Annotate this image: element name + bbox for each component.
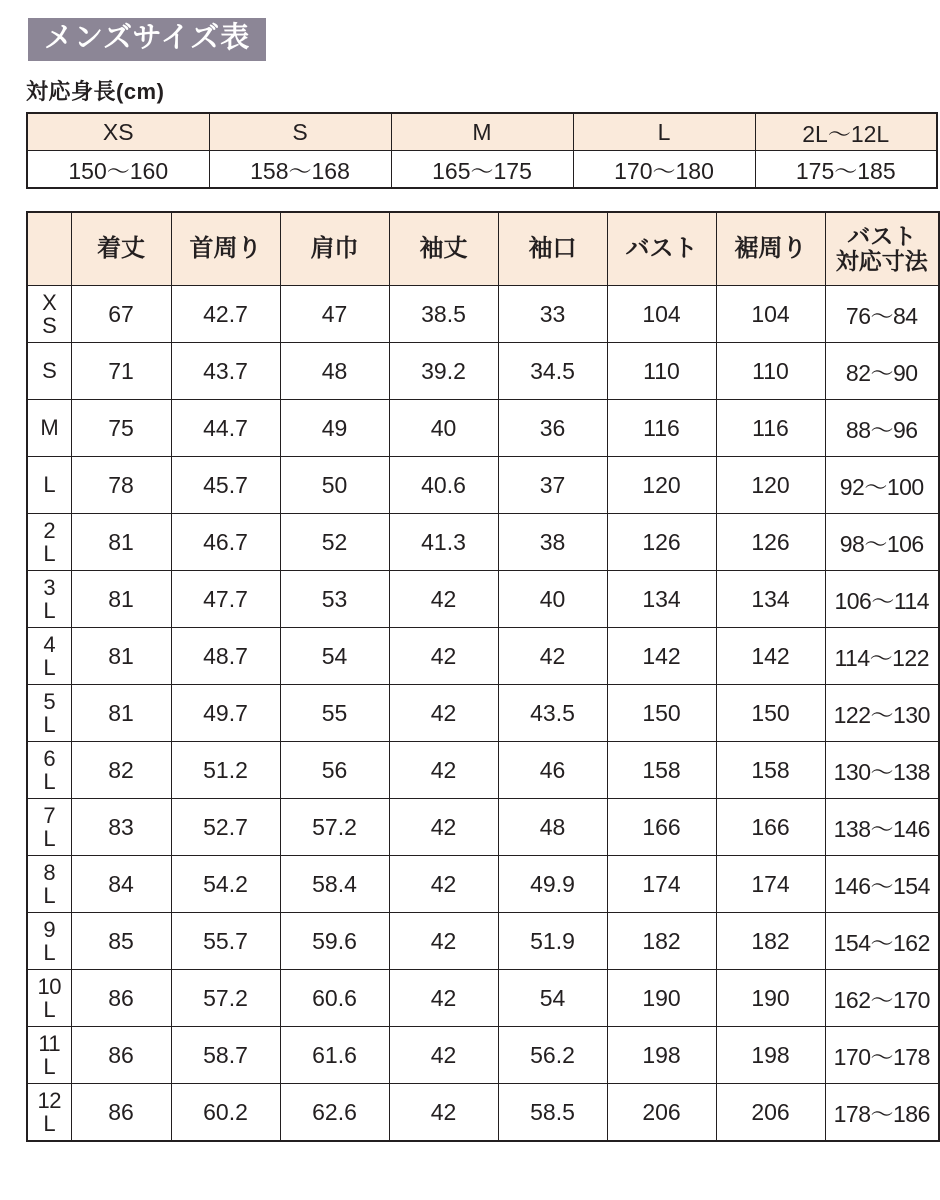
cell-bust-range: 82〜90 [825,343,939,400]
row-size-label [27,514,71,571]
row-size-label-line2: L [43,883,56,908]
cell-measurement: 57.2 [280,799,389,856]
cell-measurement: 134 [716,571,825,628]
row-size-label-line1: 2 [43,517,56,543]
cell-measurement: 42 [389,856,498,913]
cell-measurement: 174 [607,856,716,913]
measurement-table-head [27,212,939,286]
cell-measurement: 42 [389,970,498,1027]
cell-measurement: 42 [389,1027,498,1084]
cell-measurement: 190 [716,970,825,1027]
cell-measurement: 42.7 [171,286,280,343]
cell-measurement: 86 [71,970,171,1027]
column-header-sodeguchi: 袖口 [498,212,607,286]
row-size-label-line1: 7 [43,802,56,828]
row-size-label: S [27,343,71,400]
column-header-susomawari: 裾周り [716,212,825,286]
cell-measurement: 206 [716,1084,825,1142]
cell-measurement: 60.6 [280,970,389,1027]
cell-measurement: 51.2 [171,742,280,799]
table-row [27,742,939,799]
cell-measurement: 33 [498,286,607,343]
cell-measurement: 116 [716,400,825,457]
cell-measurement: 67 [71,286,171,343]
cell-measurement: 43.7 [171,343,280,400]
column-header-kubimawari: 首周り [171,212,280,286]
height-range-cell: 150〜160 [27,151,209,189]
cell-measurement: 57.2 [171,970,280,1027]
cell-measurement: 174 [716,856,825,913]
row-size-label [27,1084,71,1142]
cell-measurement: 54 [498,970,607,1027]
cell-measurement: 56 [280,742,389,799]
cell-measurement: 34.5 [498,343,607,400]
cell-measurement: 46.7 [171,514,280,571]
cell-bust-range: 146〜154 [825,856,939,913]
table-row [27,1084,939,1142]
cell-measurement: 82 [71,742,171,799]
cell-measurement: 75 [71,400,171,457]
cell-measurement: 48.7 [171,628,280,685]
cell-bust-range: 154〜162 [825,913,939,970]
height-size-cell: XS [27,113,209,151]
table-row [27,343,939,400]
cell-measurement: 150 [716,685,825,742]
cell-measurement: 84 [71,856,171,913]
cell-measurement: 58.7 [171,1027,280,1084]
table-row [27,286,939,343]
cell-measurement: 198 [607,1027,716,1084]
cell-bust-range: 98〜106 [825,514,939,571]
height-table-body [27,113,937,188]
measurement-header-row [27,212,939,286]
cell-measurement: 142 [716,628,825,685]
cell-measurement: 47 [280,286,389,343]
cell-measurement: 78 [71,457,171,514]
cell-measurement: 40 [389,400,498,457]
cell-measurement: 142 [607,628,716,685]
cell-bust-range: 92〜100 [825,457,939,514]
cell-measurement: 48 [498,799,607,856]
height-size-cell: L [573,113,755,151]
column-header-bust-taiou [825,212,939,286]
cell-measurement: 166 [607,799,716,856]
bust-header-line1: バスト [847,223,917,250]
cell-bust-range: 106〜114 [825,571,939,628]
height-size-cell: 2L〜12L [755,113,937,151]
cell-measurement: 36 [498,400,607,457]
row-size-label-line1: 10 [37,973,61,999]
height-range-cell: 165〜175 [391,151,573,189]
cell-measurement: 110 [607,343,716,400]
row-size-label: L [27,457,71,514]
measurement-table [26,211,940,1142]
cell-measurement: 86 [71,1027,171,1084]
row-size-label-line2: L [43,598,56,623]
cell-bust-range: 76〜84 [825,286,939,343]
cell-measurement: 43.5 [498,685,607,742]
row-size-label-line2: L [43,826,56,851]
row-size-label-line1: 5 [43,688,56,714]
cell-measurement: 37 [498,457,607,514]
column-header-kitake: 着丈 [71,212,171,286]
cell-measurement: 126 [716,514,825,571]
cell-measurement: 134 [607,571,716,628]
cell-measurement: 166 [716,799,825,856]
height-section-label: 対応身長(cm) [26,79,165,104]
cell-measurement: 42 [389,571,498,628]
cell-measurement: 40 [498,571,607,628]
cell-measurement: 41.3 [389,514,498,571]
cell-measurement: 53 [280,571,389,628]
cell-measurement: 38 [498,514,607,571]
cell-measurement: 42 [389,628,498,685]
cell-measurement: 62.6 [280,1084,389,1142]
column-header-bust: バスト [607,212,716,286]
cell-measurement: 42 [389,742,498,799]
cell-measurement: 120 [607,457,716,514]
height-range-cell: 175〜185 [755,151,937,189]
bust-header-line2: 対応寸法 [835,248,928,274]
cell-measurement: 40.6 [389,457,498,514]
cell-bust-range: 88〜96 [825,400,939,457]
column-header-katahaba: 肩巾 [280,212,389,286]
cell-measurement: 126 [607,514,716,571]
row-size-label-line2: L [43,1111,56,1136]
height-table-header-row [27,113,937,151]
cell-measurement: 44.7 [171,400,280,457]
table-row [27,571,939,628]
row-size-label: M [27,400,71,457]
row-size-label-line1: 4 [43,631,56,657]
row-size-label [27,742,71,799]
cell-measurement: 49.9 [498,856,607,913]
table-row [27,1027,939,1084]
row-size-label-line1: 3 [43,574,56,600]
row-size-label [27,1027,71,1084]
column-header-sodetake: 袖丈 [389,212,498,286]
cell-measurement: 59.6 [280,913,389,970]
height-range-cell: 170〜180 [573,151,755,189]
row-size-label [27,913,71,970]
cell-measurement: 182 [607,913,716,970]
cell-measurement: 50 [280,457,389,514]
row-size-label-line2: L [43,541,56,566]
cell-bust-range: 178〜186 [825,1084,939,1142]
cell-measurement: 55 [280,685,389,742]
cell-measurement: 110 [716,343,825,400]
row-size-label-line2: L [43,997,56,1022]
row-size-label-line2: L [43,712,56,737]
row-size-label [27,799,71,856]
cell-measurement: 158 [607,742,716,799]
table-row [27,856,939,913]
cell-measurement: 116 [607,400,716,457]
cell-bust-range: 170〜178 [825,1027,939,1084]
row-size-label [27,628,71,685]
page-title: メンズサイズ表 [28,18,266,61]
cell-measurement: 83 [71,799,171,856]
row-size-label-line2: L [43,769,56,794]
table-row [27,970,939,1027]
cell-measurement: 58.5 [498,1084,607,1142]
row-size-label [27,856,71,913]
row-size-label-line2: L [43,1054,56,1079]
height-table [26,112,938,189]
cell-bust-range: 122〜130 [825,685,939,742]
row-size-label-line1: 6 [43,745,56,771]
cell-measurement: 81 [71,571,171,628]
cell-measurement: 81 [71,628,171,685]
cell-measurement: 85 [71,913,171,970]
measurement-table-body [27,286,939,1142]
cell-measurement: 60.2 [171,1084,280,1142]
row-size-label-line2: L [43,940,56,965]
cell-measurement: 61.6 [280,1027,389,1084]
cell-bust-range: 130〜138 [825,742,939,799]
cell-measurement: 81 [71,685,171,742]
row-size-label [27,571,71,628]
cell-measurement: 54.2 [171,856,280,913]
row-size-label-line1: X [42,289,57,315]
cell-measurement: 150 [607,685,716,742]
height-table-value-row [27,151,937,189]
cell-measurement: 190 [607,970,716,1027]
cell-bust-range: 114〜122 [825,628,939,685]
table-row [27,799,939,856]
cell-measurement: 42 [389,685,498,742]
cell-measurement: 39.2 [389,343,498,400]
cell-measurement: 38.5 [389,286,498,343]
cell-measurement: 158 [716,742,825,799]
height-size-cell: M [391,113,573,151]
cell-measurement: 42 [498,628,607,685]
height-size-cell: S [209,113,391,151]
table-corner-cell [27,212,71,286]
cell-measurement: 55.7 [171,913,280,970]
cell-measurement: 206 [607,1084,716,1142]
cell-measurement: 48 [280,343,389,400]
table-row [27,514,939,571]
row-size-label [27,286,71,343]
row-size-label-line1: 12 [37,1087,61,1113]
cell-measurement: 54 [280,628,389,685]
height-range-cell: 158〜168 [209,151,391,189]
table-row [27,685,939,742]
cell-measurement: 49 [280,400,389,457]
table-row [27,457,939,514]
cell-measurement: 45.7 [171,457,280,514]
row-size-label-line1: 9 [43,916,56,942]
cell-measurement: 56.2 [498,1027,607,1084]
cell-measurement: 104 [716,286,825,343]
row-size-label [27,685,71,742]
cell-measurement: 182 [716,913,825,970]
cell-measurement: 47.7 [171,571,280,628]
cell-measurement: 49.7 [171,685,280,742]
cell-measurement: 51.9 [498,913,607,970]
cell-measurement: 52.7 [171,799,280,856]
row-size-label-line2: L [43,655,56,680]
cell-measurement: 42 [389,799,498,856]
cell-measurement: 52 [280,514,389,571]
cell-measurement: 104 [607,286,716,343]
cell-measurement: 120 [716,457,825,514]
table-row [27,913,939,970]
cell-measurement: 81 [71,514,171,571]
cell-measurement: 58.4 [280,856,389,913]
table-row [27,628,939,685]
cell-measurement: 71 [71,343,171,400]
row-size-label-line2: S [42,313,57,338]
cell-measurement: 46 [498,742,607,799]
table-row [27,400,939,457]
row-size-label-line1: 11 [38,1030,61,1056]
cell-measurement: 86 [71,1084,171,1142]
row-size-label [27,970,71,1027]
cell-measurement: 198 [716,1027,825,1084]
cell-measurement: 42 [389,1084,498,1142]
cell-measurement: 42 [389,913,498,970]
row-size-label-line1: 8 [43,859,56,885]
cell-bust-range: 138〜146 [825,799,939,856]
cell-bust-range: 162〜170 [825,970,939,1027]
